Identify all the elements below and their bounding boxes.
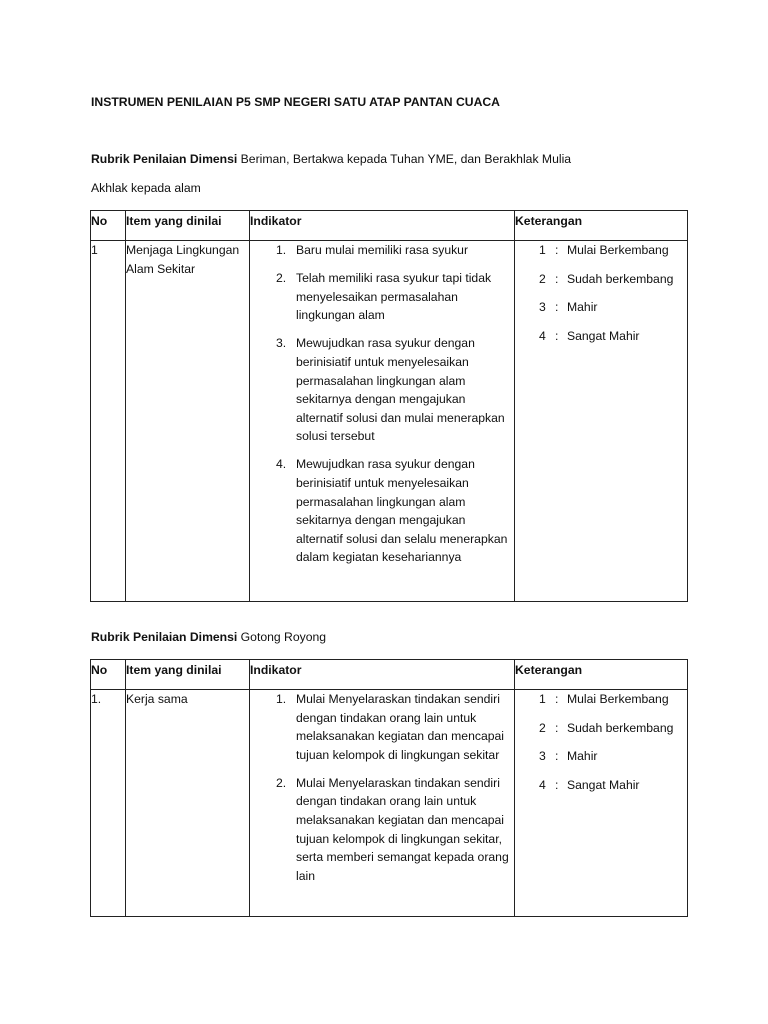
list-colon: : bbox=[555, 720, 559, 735]
list-item bbox=[276, 241, 514, 260]
header-indikator: Indikator bbox=[250, 211, 515, 241]
keterangan-text: Mulai Berkembang bbox=[567, 692, 669, 706]
list-number: 2. bbox=[276, 271, 287, 286]
cell-keterangan bbox=[515, 690, 688, 917]
rubric-table-beriman bbox=[90, 210, 688, 602]
keterangan-text: Sudah berkembang bbox=[567, 720, 674, 735]
section-heading-beriman bbox=[91, 152, 571, 166]
list-colon: : bbox=[555, 271, 559, 286]
indicator-text: Mewujudkan rasa syukur dengan berinisiatif untuk menyelesaikan permasalahan lingkungan alam sekitarnya dengan mengajukan alternatif solusi dan selalu menerapkan dalam kegiatan kesehariannya bbox=[296, 457, 508, 565]
keterangan-text: Mulai Berkembang bbox=[567, 243, 669, 257]
rubric-table-gotong-royong bbox=[90, 659, 688, 917]
list-item bbox=[276, 774, 514, 886]
indicator-text: Mulai Menyelaraskan tindakan sendiri dengan tindakan orang lain untuk melaksanakan kegiatan dan mencapai tujuan kelompok di lingkungan sekitar, serta memberi semangat kepada orang lain bbox=[296, 775, 509, 883]
list-number: 4 bbox=[539, 328, 546, 343]
list-item bbox=[539, 690, 687, 709]
indicator-text: Telah memiliki rasa syukur tapi tidak menyelesaikan permasalahan lingkungan alam bbox=[296, 271, 492, 323]
table-header-row bbox=[91, 660, 688, 690]
list-number: 2. bbox=[276, 775, 287, 790]
list-item bbox=[539, 298, 687, 317]
keterangan-list bbox=[515, 241, 687, 345]
keterangan-text: Sudah berkembang bbox=[567, 271, 674, 286]
header-item: Item yang dinilai bbox=[126, 211, 250, 241]
cell-keterangan bbox=[515, 241, 688, 602]
list-number: 3 bbox=[539, 749, 546, 764]
list-number: 4. bbox=[276, 457, 287, 472]
section-heading-dimension: Beriman, Bertakwa kepada Tuhan YME, dan Berakhlak Mulia bbox=[237, 152, 572, 166]
list-item bbox=[539, 241, 687, 260]
list-item bbox=[276, 269, 514, 325]
header-no: No bbox=[91, 211, 126, 241]
keterangan-text: Sangat Mahir bbox=[567, 777, 640, 792]
section-heading-label: Rubrik Penilaian Dimensi bbox=[91, 630, 238, 644]
list-number: 2 bbox=[539, 271, 546, 286]
list-number: 1 bbox=[539, 243, 546, 257]
list-number: 4 bbox=[539, 777, 546, 792]
header-keterangan: Keterangan bbox=[515, 660, 688, 690]
list-item bbox=[539, 327, 687, 346]
list-item bbox=[539, 747, 687, 766]
keterangan-text: Mahir bbox=[567, 300, 598, 315]
header-indikator: Indikator bbox=[250, 660, 515, 690]
list-number: 2 bbox=[539, 720, 546, 735]
list-item bbox=[539, 776, 687, 795]
list-colon: : bbox=[555, 692, 559, 706]
list-number: 1. bbox=[276, 692, 287, 706]
list-colon: : bbox=[555, 749, 559, 764]
list-colon: : bbox=[555, 777, 559, 792]
indicator-text: Mulai Menyelaraskan tindakan sendiri dengan tindakan orang lain untuk melaksanakan kegiatan dan mencapai tujuan kelompok di lingkungan sekitar bbox=[296, 692, 505, 762]
keterangan-list bbox=[515, 690, 687, 794]
indicator-text: Mewujudkan rasa syukur dengan berinisiatif untuk menyelesaikan permasalahan lingkungan alam sekitarnya dengan mengajukan alternatif solusi dan mulai menerapkan solusi tersebut bbox=[296, 336, 505, 444]
table-row bbox=[91, 690, 688, 917]
cell-no: 1. bbox=[91, 690, 126, 917]
cell-no: 1 bbox=[91, 241, 126, 602]
cell-item: Kerja sama bbox=[126, 690, 250, 917]
indicator-text: Baru mulai memiliki rasa syukur bbox=[296, 243, 469, 257]
header-keterangan: Keterangan bbox=[515, 211, 688, 241]
list-number: 1. bbox=[276, 243, 287, 257]
list-colon: : bbox=[555, 300, 559, 315]
indicator-list bbox=[250, 241, 514, 585]
list-item bbox=[276, 690, 514, 764]
cell-indikator bbox=[250, 241, 515, 602]
list-number: 1 bbox=[539, 692, 546, 706]
page-title: INSTRUMEN PENILAIAN P5 SMP NEGERI SATU ATAP PANTAN CUACA bbox=[91, 95, 500, 109]
list-colon: : bbox=[555, 328, 559, 343]
section-heading-gotong-royong bbox=[91, 630, 326, 644]
cell-item: Menjaga Lingkungan Alam Sekitar bbox=[126, 241, 250, 602]
cell-indikator bbox=[250, 690, 515, 917]
list-item bbox=[276, 334, 514, 446]
section-heading-label: Rubrik Penilaian Dimensi bbox=[91, 152, 238, 166]
list-colon: : bbox=[555, 243, 559, 257]
indicator-list bbox=[250, 690, 514, 903]
list-item bbox=[539, 719, 687, 738]
header-no: No bbox=[91, 660, 126, 690]
keterangan-text: Mahir bbox=[567, 749, 598, 764]
list-item bbox=[276, 455, 514, 567]
table-row bbox=[91, 241, 688, 602]
section-heading-dimension: Gotong Royong bbox=[237, 630, 327, 644]
list-number: 3. bbox=[276, 336, 287, 351]
keterangan-text: Sangat Mahir bbox=[567, 328, 640, 343]
list-number: 3 bbox=[539, 300, 546, 315]
subheading-akhlak: Akhlak kepada alam bbox=[91, 181, 201, 195]
header-item: Item yang dinilai bbox=[126, 660, 250, 690]
table-header-row bbox=[91, 211, 688, 241]
list-item bbox=[539, 270, 687, 289]
